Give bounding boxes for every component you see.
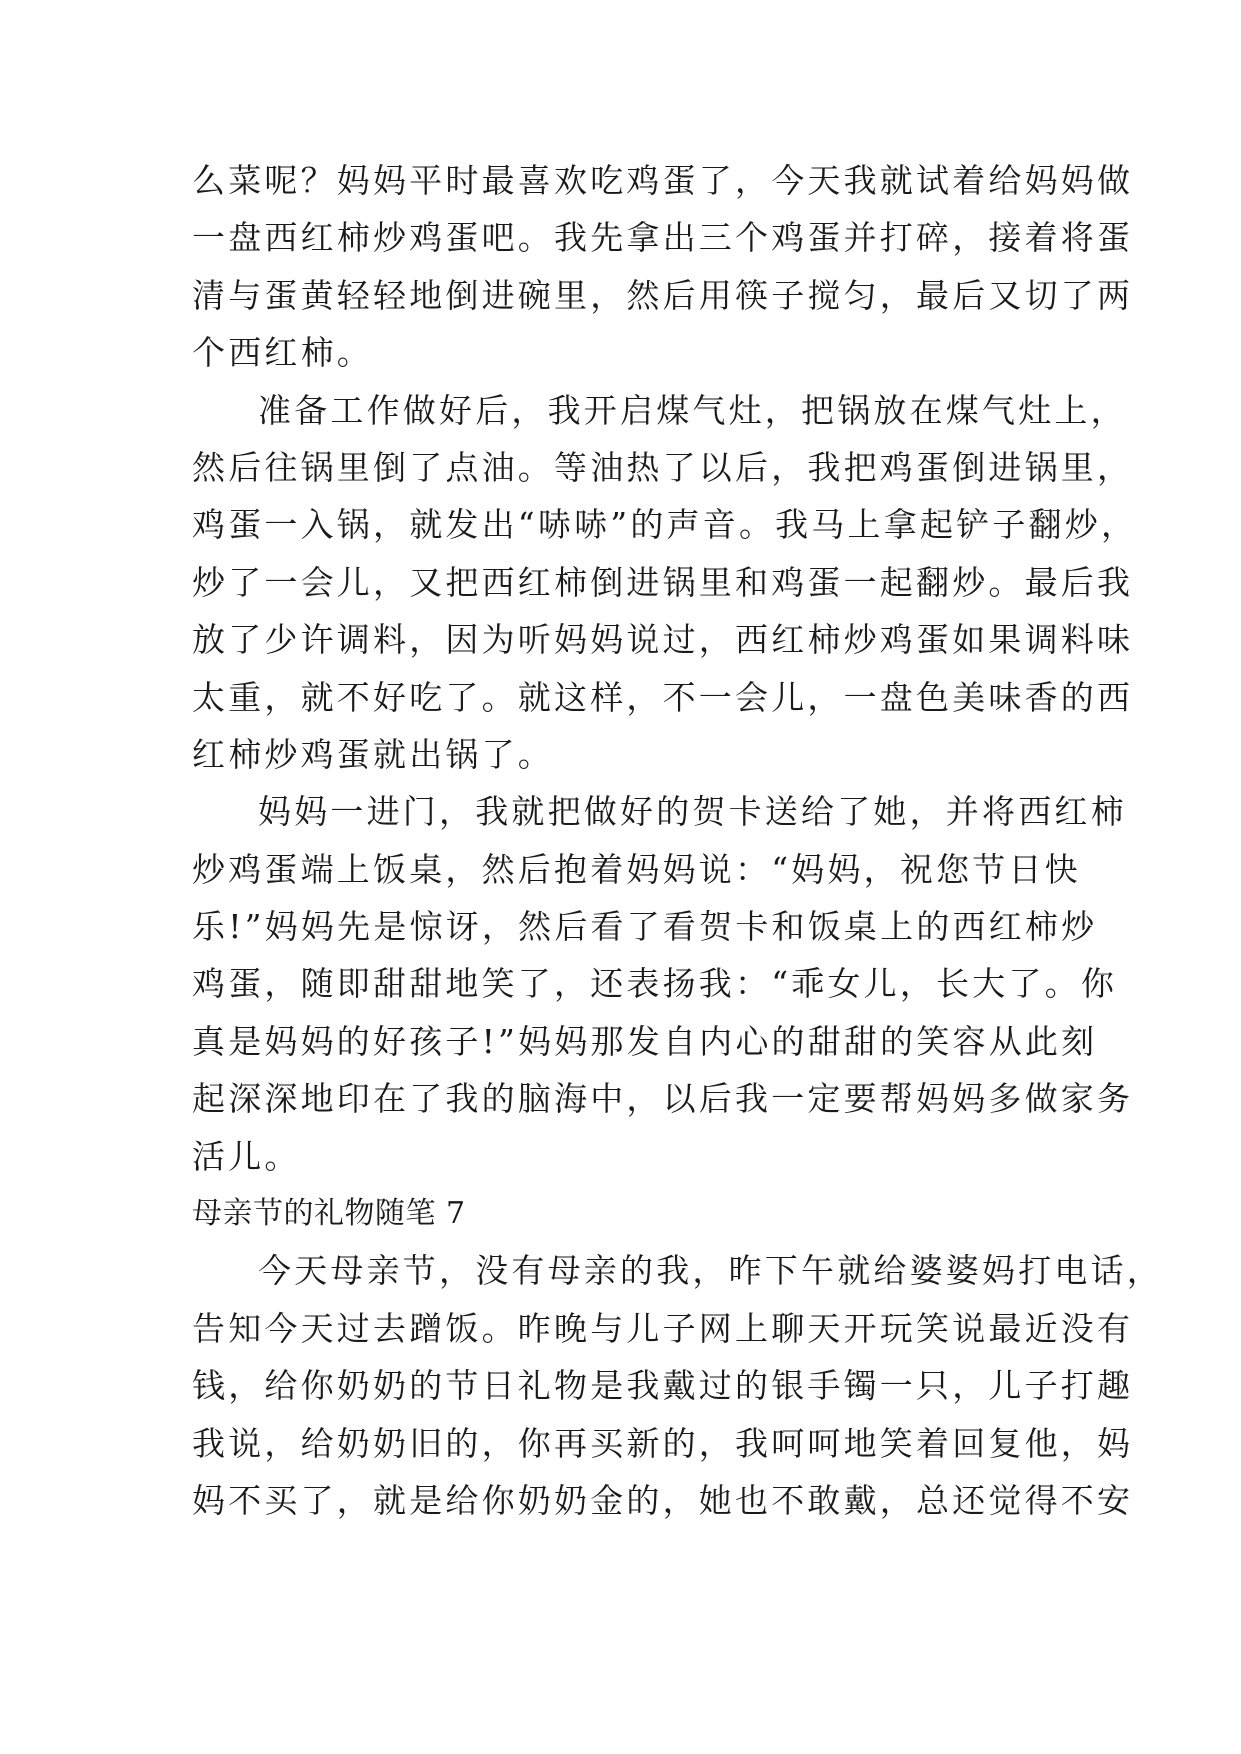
paragraph <box>192 783 1134 1185</box>
document-page <box>192 152 1163 1529</box>
text-line: 我说，给奶奶旧的，你再买新的，我呵呵地笑着回复他，妈 <box>192 1423 1134 1463</box>
text-line: 一盘西红柿炒鸡蛋吧。我先拿出三个鸡蛋并打碎，接着将蛋 <box>192 218 1134 258</box>
text-line: 太重，就不好吃了。就这样，不一会儿，一盘色美味香的西 <box>192 677 1134 717</box>
text-line: 告知今天过去蹭饭。昨晚与儿子网上聊天开玩笑说最近没有 <box>192 1308 1134 1348</box>
paragraph <box>192 152 1134 382</box>
section-heading: 母亲节的礼物随笔 7 <box>192 1196 466 1232</box>
text-line: 起深深地印在了我的脑海中，以后我一定要帮妈妈多做家务 <box>192 1079 1134 1119</box>
text-line: 今天母亲节，没有母亲的我，昨下午就给婆婆妈打电话， <box>258 1251 1163 1291</box>
text-line: 放了少许调料，因为听妈妈说过，西红柿炒鸡蛋如果调料味 <box>192 620 1134 660</box>
paragraph <box>192 382 1138 784</box>
text-line: 准备工作做好后，我开启煤气灶，把锅放在煤气灶上， <box>258 390 1127 430</box>
text-line: 炒了一会儿，又把西红柿倒进锅里和鸡蛋一起翻炒。最后我 <box>192 562 1134 602</box>
text-line: 鸡蛋，随即甜甜地笑了，还表扬我：“乖女儿，长大了。你 <box>192 964 1118 1004</box>
text-line: 鸡蛋一入锅，就发出“哧哧”的声音。我马上拿起铲子翻炒， <box>192 505 1138 545</box>
text-line: 炒鸡蛋端上饭桌，然后抱着妈妈说：“妈妈，祝您节日快 <box>192 849 1081 889</box>
paragraph <box>192 1242 1163 1529</box>
text-line: 妈不买了，就是给你奶奶金的，她也不敢戴，总还觉得不安 <box>192 1480 1134 1520</box>
text-line: 个西红柿。 <box>192 333 373 373</box>
text-line: 乐!”妈妈先是惊讶，然后看了看贺卡和饭桌上的西红柿炒 <box>192 907 1098 947</box>
text-line: 真是妈妈的好孩子!”妈妈那发自内心的甜甜的笑容从此刻 <box>192 1021 1098 1061</box>
text-line: 清与蛋黄轻轻地倒进碗里，然后用筷子搅匀，最后又切了两 <box>192 275 1134 315</box>
text-line: 然后往锅里倒了点油。等油热了以后，我把鸡蛋倒进锅里， <box>192 447 1134 487</box>
text-line: 红柿炒鸡蛋就出锅了。 <box>192 734 554 774</box>
text-line: 活儿。 <box>192 1136 301 1176</box>
text-line: 钱，给你奶奶的节日礼物是我戴过的银手镯一只，儿子打趣 <box>192 1366 1134 1406</box>
text-line: 么菜呢？妈妈平时最喜欢吃鸡蛋了，今天我就试着给妈妈做 <box>192 161 1134 200</box>
text-line: 妈妈一进门，我就把做好的贺卡送给了她，并将西红柿 <box>258 792 1127 832</box>
